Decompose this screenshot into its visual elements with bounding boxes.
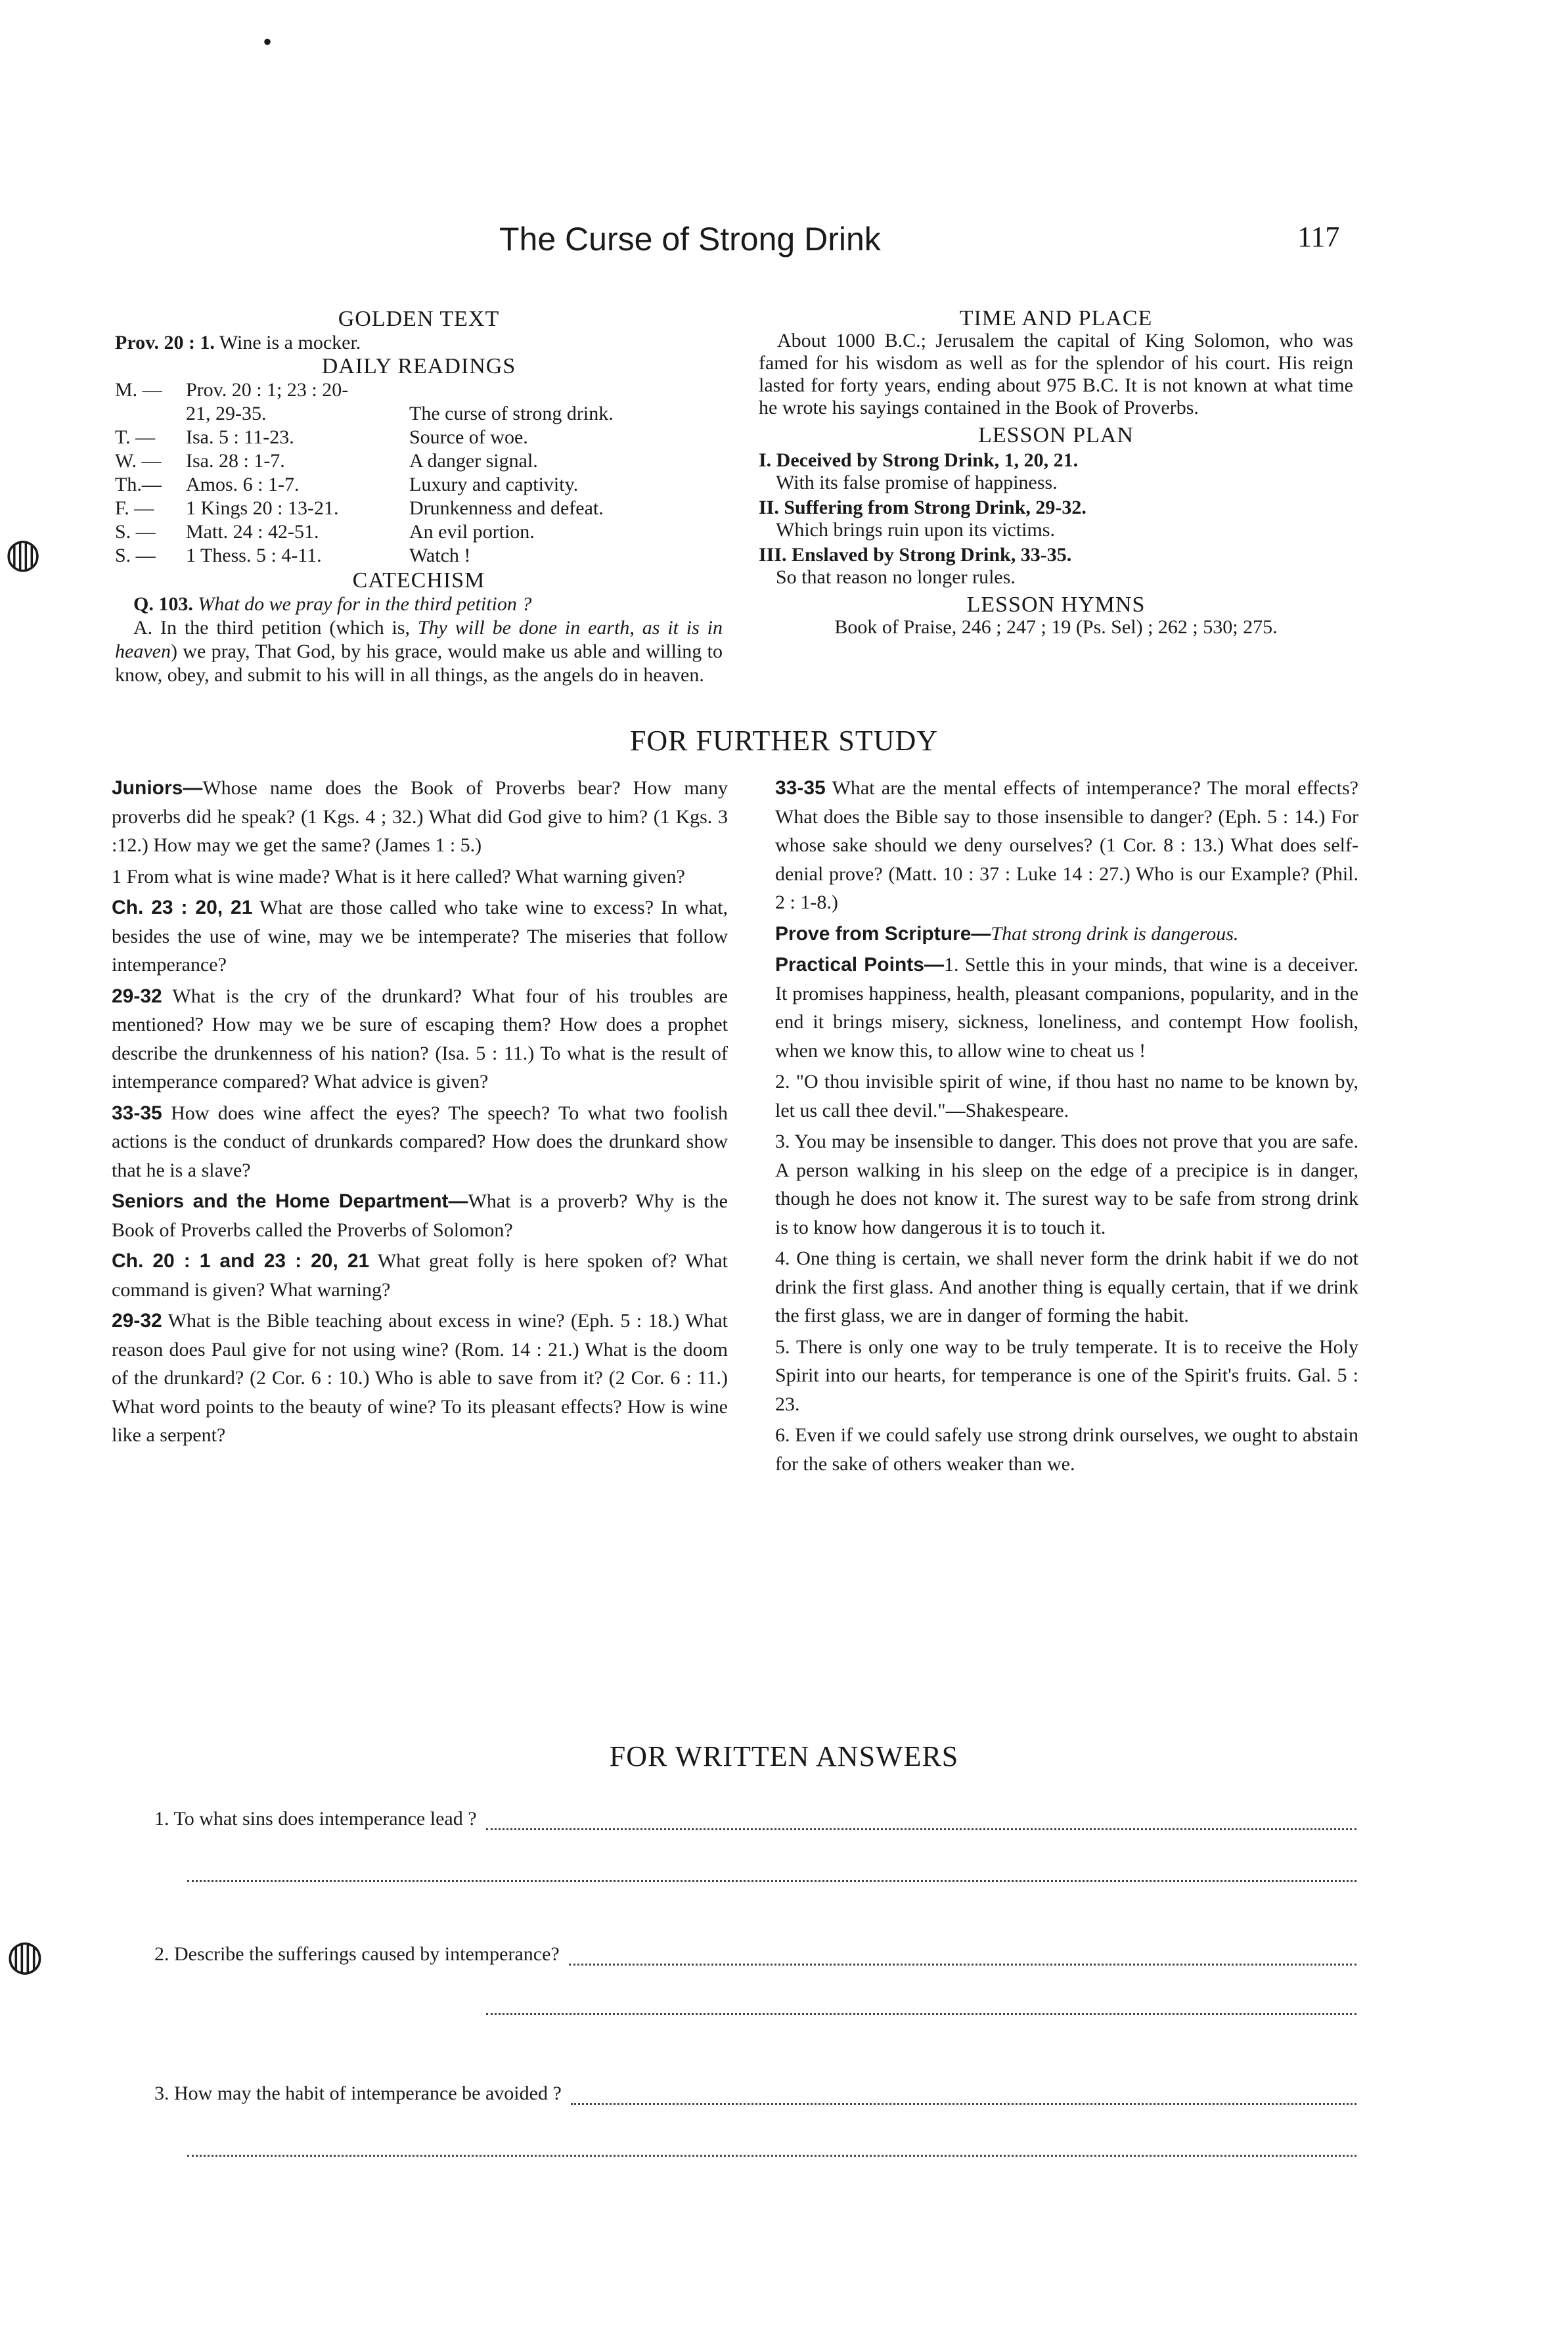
margin-mark-left-2: ◍ [7,1932,43,1979]
daily-reading-row [115,402,723,426]
daily-reading-row [115,497,723,520]
catechism-heading: CATECHISM [352,568,485,593]
written-question-3 [154,2082,1356,2105]
lesson-plan-subtitle: With its false promise of happiness. [776,472,1058,493]
daily-reading-ref: Matt. 24 : 42-51. [186,521,319,543]
lesson-plan-item: I. Deceived by Strong Drink, 1, 20, 21. [759,449,1079,471]
catechism-answer-end: ) we pray, That God, by his grace, would make us able and willing to know, obey, and submit to his will in all things, as the angels do in heaven. [115,641,723,686]
time-place-heading: TIME AND PLACE [959,306,1153,330]
answer-line-1[interactable] [486,1814,1356,1830]
answer-line-1b[interactable] [187,1879,1356,1882]
study-paragraph-lead: Juniors— [112,777,203,799]
daily-reading-row [115,520,723,544]
study-paragraph-italic: That strong drink is dangerous. [991,922,1239,945]
study-paragraph [112,1247,728,1304]
daily-reading-ref: Isa. 5 : 11-23. [186,426,294,448]
lesson-hymns-text: Book of Praise, 246 ; 247 ; 19 (Ps. Sel) ; 262 ; 530; 275. [834,616,1278,638]
study-paragraph-text: 2. "O thou invisible spirit of wine, if thou hast no name to be known by, let us call thee devil."—Shakespeare. [775,1071,1358,1121]
study-paragraph-text: How does wine affect the eyes? The speech? To what two foolish actions is the conduct of drunkards compared? How does the drunkard show that he is a slave? [112,1102,728,1181]
daily-reading-day: Th.— [115,474,162,495]
daily-reading-title: An evil portion. [409,521,535,543]
study-paragraph-text: Whose name does the Book of Proverbs bear? How many proverbs did he speak? (1 Kgs. 4 ; 32.) What did God give to him? (1 Kgs. 3 :12.) How may we get the same? (James 1 : 5.) [112,777,728,856]
upper-right-block [759,307,1353,639]
study-paragraph [775,1068,1358,1125]
study-paragraph [112,1307,728,1450]
daily-reading-row [115,544,723,568]
further-study-heading: FOR FURTHER STUDY [629,725,939,757]
daily-reading-ref: 1 Kings 20 : 13-21. [186,497,339,519]
lesson-plan-subtitle: So that reason no longer rules. [776,566,1016,588]
study-paragraph-lead: Practical Points— [775,954,944,976]
golden-text-heading: GOLDEN TEXT [338,307,500,331]
study-paragraph [112,893,728,979]
study-paragraph-text: What is the Bible teaching about excess in wine? (Eph. 5 : 18.) What reason does Paul give for not using wine? (Rom. 14 : 21.) What is the doom of the drunkard? (2 Cor. 6 : 10.) Who is able to save from it? (2 Cor. 6 : 11.) What word points to the beauty of wine? To its pleasant effects? How is wine like a serpent? [112,1310,728,1446]
study-paragraph-text: What is a proverb? Why is the Book of Proverbs called the Proverbs of Solomon? [112,1190,728,1241]
catechism-answer-italic: Thy will be done in earth, as it is in heaven [115,617,723,662]
upper-left-block [115,307,723,687]
study-paragraph-lead: Prove from Scripture— [775,922,991,945]
daily-reading-day: S. — [115,545,156,566]
daily-readings-heading: DAILY READINGS [321,354,516,378]
daily-reading-title: Watch ! [409,545,471,566]
lesson-plan-item: II. Suffering from Strong Drink, 29-32. [759,497,1086,518]
study-paragraph [775,1127,1358,1242]
golden-text-body: Wine is a mocker. [219,332,361,353]
answer-line-2[interactable] [569,1949,1356,1966]
study-paragraph-text: What are the mental effects of intemperance? The moral effects? What does the Bible say to those insensible to danger? (Eph. 5 : 14.) For whose sake should we deny ourselves? (1 Cor. 8 : 13.) What does self-denial prove? (Matt. 10 : 37 : Luke 14 : 27.) Who is our Example? (Phil. 2 : 1-8.) [775,777,1358,913]
daily-reading-ref: 1 Thess. 5 : 4-11. [186,545,322,566]
daily-reading-day: S. — [115,521,156,543]
study-paragraph-text: 6. Even if we could safely use strong drink ourselves, we ought to abstain for the sake of others weaker than we. [775,1424,1358,1475]
daily-reading-ref: Prov. 20 : 1; 23 : 20- [186,379,349,401]
daily-reading-title: Luxury and captivity. [409,474,579,495]
daily-reading-title: Source of woe. [409,426,528,448]
daily-reading-ref: 21, 29-35. [186,403,267,424]
study-paragraph-lead: Seniors and the Home Department— [112,1190,468,1212]
golden-text-reference: Prov. 20 : 1. [115,332,215,353]
daily-reading-ref: Amos. 6 : 1-7. [186,474,300,495]
study-paragraph [112,1187,728,1244]
written-question-2-text: 2. Describe the sufferings caused by intemperance? [154,1943,560,1965]
written-question-1 [154,1808,1356,1830]
daily-reading-day: T. — [115,426,156,448]
catechism-answer-start: A. In the third petition (which is, [133,617,418,639]
daily-reading-day [115,402,186,426]
study-paragraph-lead: 33-35 [775,777,826,799]
daily-reading-row [115,449,723,473]
catechism-question-text: What do we pray for in the third petition ? [198,593,532,615]
study-paragraph [112,1099,728,1185]
study-paragraph [775,920,1358,949]
catechism-question [115,593,723,616]
margin-mark-top: • [263,27,273,56]
written-question-1-text: 1. To what sins does intemperance lead ? [154,1808,477,1830]
daily-reading-row [115,473,723,497]
catechism-question-label: Q. 103. [133,593,193,615]
daily-reading-title: The curse of strong drink. [409,403,614,424]
study-paragraph [775,951,1358,1065]
study-paragraph-text: 1 From what is wine made? What is it here called? What warning given? [112,865,685,888]
golden-text [115,331,723,355]
written-question-2 [154,1943,1356,1966]
study-paragraph-text: What is the cry of the drunkard? What four of his troubles are mentioned? How may we be sure of escaping them? How does a prophet describe the drunkenness of his nation? (Isa. 5 : 11.) To what is the result of intemperance compared? What advice is given? [112,985,728,1092]
study-paragraph [775,1244,1358,1330]
further-study-right-column [775,774,1358,1481]
study-paragraph-lead: Ch. 23 : 20, 21 [112,897,253,918]
lesson-plan-item: III. Enslaved by Strong Drink, 33-35. [759,544,1072,566]
study-paragraph-text: What great folly is here spoken of? What command is given? What warning? [112,1250,728,1301]
written-answers-heading: FOR WRITTEN ANSWERS [609,1740,959,1772]
daily-reading-day: W. — [115,450,162,472]
answer-line-3[interactable] [571,2088,1356,2105]
page-number: 117 [1297,221,1340,253]
study-paragraph [112,863,728,891]
study-paragraph-lead: Ch. 20 : 1 and 23 : 20, 21 [112,1250,370,1272]
lesson-hymns-heading: LESSON HYMNS [966,593,1146,617]
lesson-plan-subtitle: Which brings ruin upon its victims. [776,519,1055,541]
daily-reading-ref: Isa. 28 : 1-7. [186,450,285,472]
further-study-left-column [112,774,728,1452]
daily-reading-title: A danger signal. [409,450,538,472]
study-paragraph [775,774,1358,917]
answer-line-2b[interactable] [486,2012,1356,2015]
study-paragraph-text: 5. There is only one way to be truly temperate. It is to receive the Holy Spirit into our hearts, for temperance is one of the Spirit's fruits. Gal. 5 : 23. [775,1336,1358,1415]
lesson-plan-heading: LESSON PLAN [978,423,1134,447]
study-paragraph-text: What are those called who take wine to excess? In what, besides the use of wine, may we be intemperate? The miseries that follow intemperance? [112,897,728,976]
lesson-plan-list [759,449,1353,589]
study-paragraph-lead: 29-32 [112,985,162,1007]
study-paragraph [112,982,728,1096]
daily-readings-list [115,378,723,568]
catechism-answer [115,616,723,687]
margin-mark-left-1: ◍ [5,531,41,576]
time-place-text: About 1000 B.C.; Jerusalem the capital of King Solomon, who was famed for his wisdom as well as for the splendor of his court. His reign lasted for forty years, ending about 975 B.C. It is not known at what time he wrote his sayings contained in the Book of Proverbs. [759,330,1353,418]
written-question-3-text: 3. How may the habit of intemperance be avoided ? [154,2082,562,2104]
study-paragraph [112,774,728,860]
daily-reading-row [115,378,723,402]
study-paragraph [775,1333,1358,1419]
study-paragraph-lead: 33-35 [112,1102,162,1124]
study-paragraph-text: 3. You may be insensible to danger. This does not prove that you are safe. A person walking in his sleep on the edge of a precipice is in danger, though he does not know it. The surest way to be safe from strong drink is to know how dangerous it is to touch it. [775,1131,1358,1238]
answer-line-3b[interactable] [187,2153,1356,2157]
daily-reading-day: F. — [115,497,154,519]
daily-reading-day: M. — [115,379,162,401]
study-paragraph-text: 4. One thing is certain, we shall never form the drink habit if we do not drink the first glass. And another thing is equally certain, that if we drink the first glass, we are in danger of forming the habit. [775,1248,1358,1326]
study-paragraph-lead: 29-32 [112,1310,162,1332]
daily-reading-title: Drunkenness and defeat. [409,497,604,519]
study-paragraph [775,1421,1358,1478]
running-head: The Curse of Strong Drink [499,221,881,258]
study-paragraph-text: 1. Settle this in your minds, that wine is a deceiver. It promises happiness, health, pleasant companions, popularity, and in the end it brings misery, sickness, loneliness, and contempt How foolish, when we know this, to allow wine to cheat us ! [775,954,1358,1062]
daily-reading-row [115,426,723,449]
